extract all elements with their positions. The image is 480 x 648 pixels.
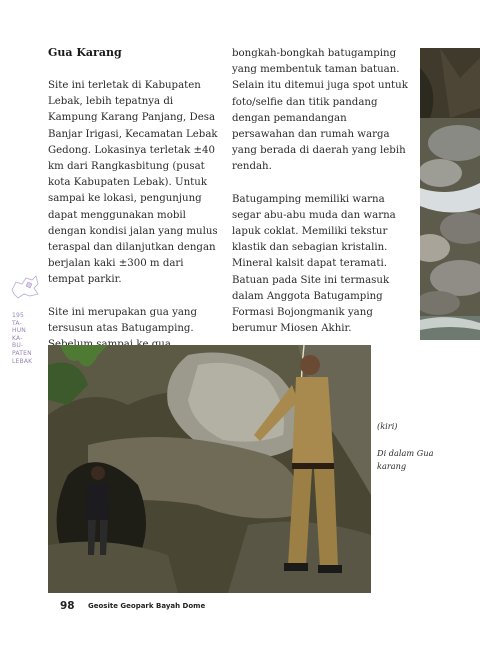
margin-line: HUN: [12, 327, 26, 335]
margin-line: PATEN: [12, 349, 32, 357]
regency-map-logo: [8, 272, 42, 306]
photo-caption: [377, 420, 437, 473]
margin-line: 195: [12, 312, 25, 319]
page-number: 98: [60, 600, 75, 612]
map-outline-icon: [8, 272, 42, 302]
text-column-left: [48, 46, 220, 385]
paragraph-location: Site ini terletak di Kabupaten Lebak, lebih tepatnya di Kampung Karang Panjang, Desa Banjar Irigasi, Kecamatan Lebak Gedong. Lokasinya terletak ±40 km dari Rangkasbitung (pusat kota Kabupaten Lebak). Untuk sampai ke lokasi, pengunjung dapat menggunakan mobil dengan kondisi jalan yang mulus teraspal dan dilanjutkan dengan berjalan kaki ±300 m dari tempat parkir.: [48, 80, 218, 286]
caption-description: Di dalam Gua karang: [377, 448, 434, 471]
paragraph-limestone: Batugamping memiliki warna segar abu-abu muda dan warna lapuk coklat. Memiliki tekstur klastik dan sebagian kristalin. Mineral kalsit dapat teramati. Batuan pada Site ini termasuk dalam Anggota Batugamping Formasi Bojongmanik yang berumur Miosen Akhir.: [232, 193, 396, 335]
margin-line: TA-: [12, 319, 22, 327]
cave-scene-illustration: [48, 345, 371, 593]
caption-position: (kiri): [377, 421, 398, 431]
margin-label: [12, 312, 42, 365]
paragraph-rock-intro: Site ini merupakan gua yang tersusun atas Batugamping.: [48, 306, 197, 334]
text-column-middle: [232, 46, 408, 353]
margin-line: LEBAK: [12, 357, 33, 365]
margin-line: BU-: [12, 342, 24, 350]
cave-interior-photo: [48, 345, 371, 593]
paragraph-rock-garden: bongkah-bongkah batugamping yang membentuk taman batuan. Selain itu ditemui juga spot untuk foto/selfie dan titik pandang dengan pemandangan persawahan dan rumah warga yang berada di daerah yang lebih rendah.: [232, 48, 408, 173]
running-title: Geosite Geopark Bayah Dome: [88, 602, 206, 610]
margin-line: KA-: [12, 334, 23, 342]
river-rocks-illustration: [420, 48, 480, 340]
section-heading: Gua Karang: [48, 46, 122, 59]
river-rocks-photo: [420, 48, 480, 340]
